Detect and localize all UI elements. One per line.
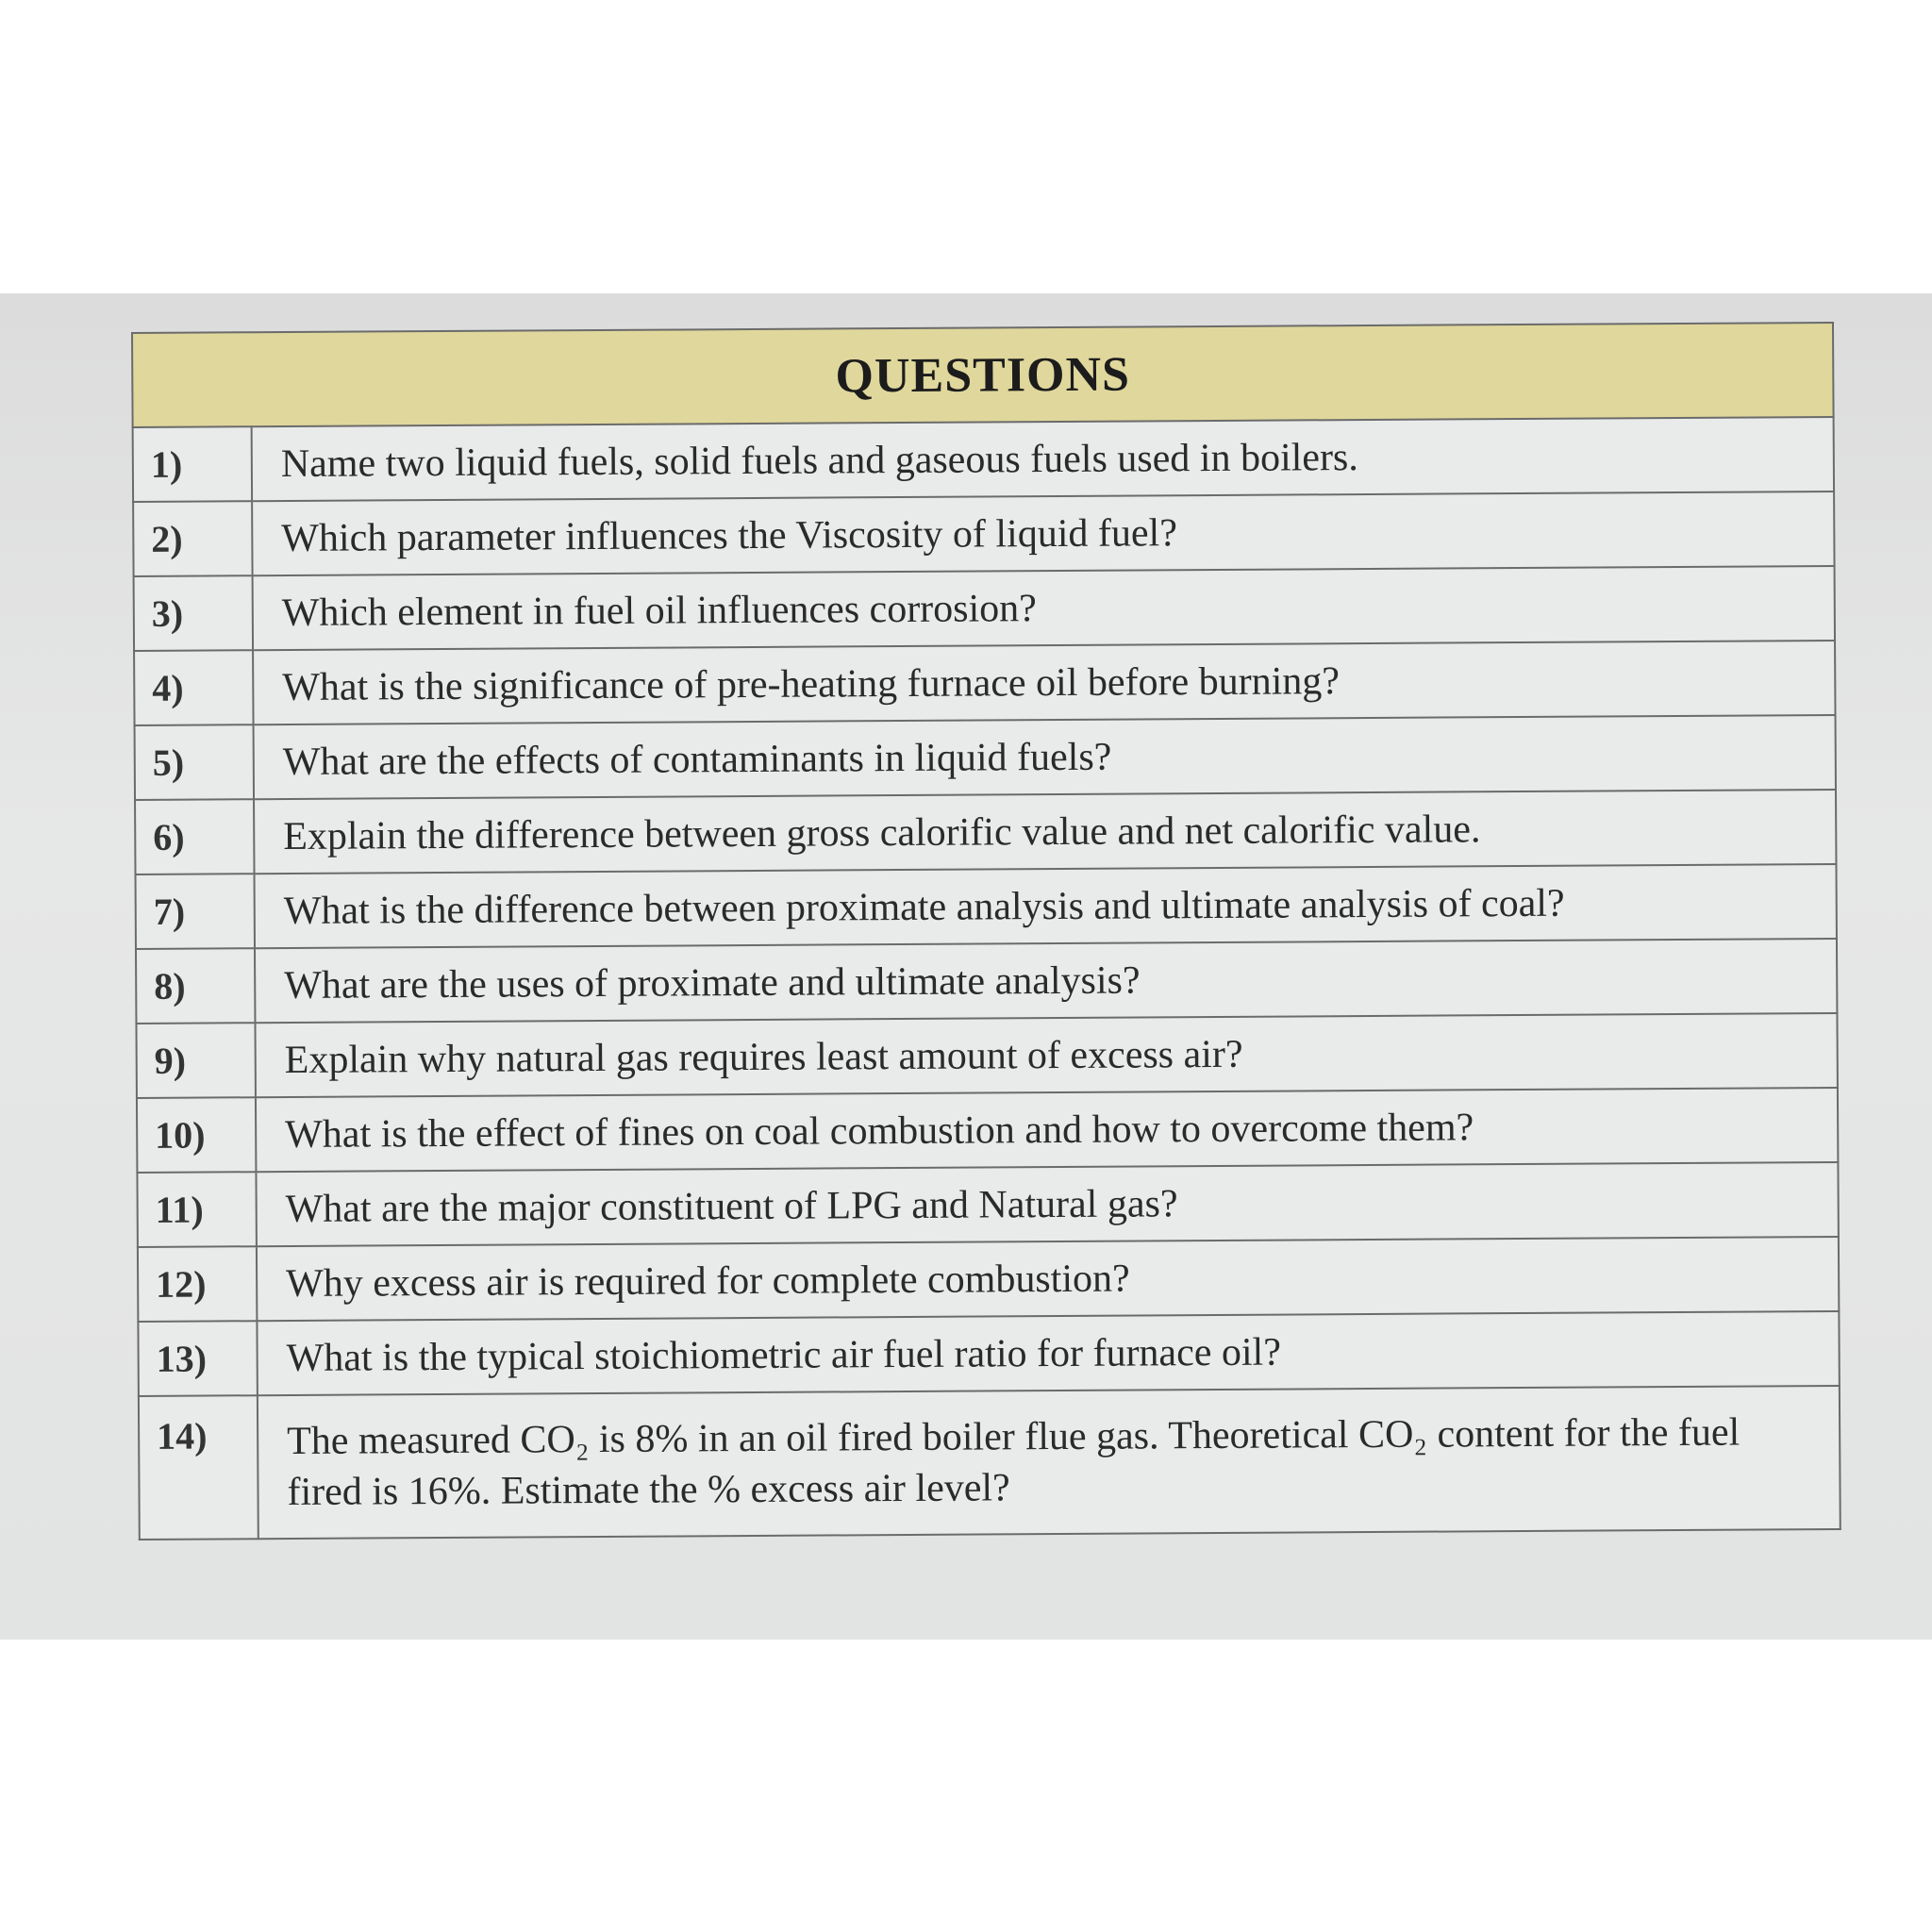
question-number: 5) xyxy=(135,724,254,800)
table-row xyxy=(136,939,1837,1024)
question-number: 9) xyxy=(136,1023,255,1098)
question-text: Which parameter influences the Viscosity of liquid fuel? xyxy=(252,491,1834,575)
question-text: What is the difference between proximate analysis and ultimate analysis of coal? xyxy=(255,864,1837,948)
question-number: 14) xyxy=(139,1395,258,1540)
table-row xyxy=(138,1311,1839,1396)
question-text: What is the significance of pre-heating furnace oil before burning? xyxy=(253,641,1835,724)
table-row xyxy=(136,864,1837,949)
question-number: 3) xyxy=(134,575,253,651)
table-row xyxy=(139,1386,1840,1540)
table-row xyxy=(137,1088,1838,1173)
question-text: Why excess air is required for complete combustion? xyxy=(257,1237,1839,1321)
questions-table xyxy=(131,322,1841,1541)
question-number: 1) xyxy=(133,426,252,502)
question-number: 13) xyxy=(138,1321,257,1396)
table-row xyxy=(138,1237,1839,1322)
question-text: The measured CO₂ is 8% in an oil fired boiler flue gas. Theoretical CO₂ content for the fuel fired is 16%. Estimate the % excess air level? xyxy=(258,1386,1840,1539)
question-text: What is the effect of fines on coal combustion and how to overcome them? xyxy=(256,1088,1838,1172)
question-number: 11) xyxy=(137,1172,256,1247)
question-number: 4) xyxy=(134,650,253,725)
question-text: Explain why natural gas requires least amount of excess air? xyxy=(255,1013,1837,1097)
table-row xyxy=(137,1162,1838,1247)
table-row xyxy=(136,1013,1837,1098)
table-row xyxy=(135,790,1836,874)
question-number: 2) xyxy=(133,501,252,576)
question-text: What is the typical stoichiometric air fuel ratio for furnace oil? xyxy=(257,1311,1839,1395)
table-row xyxy=(133,417,1834,502)
table-row xyxy=(135,715,1836,800)
header-row xyxy=(132,323,1834,427)
question-number: 6) xyxy=(135,799,254,874)
question-number: 12) xyxy=(138,1246,257,1322)
question-text: Which element in fuel oil influences corrosion? xyxy=(253,566,1835,650)
table-row xyxy=(134,566,1835,651)
question-text: Name two liquid fuels, solid fuels and gaseous fuels used in boilers. xyxy=(252,417,1834,501)
question-number: 7) xyxy=(136,874,255,949)
question-text: What are the effects of contaminants in liquid fuels? xyxy=(254,715,1836,799)
question-text: Explain the difference between gross calorific value and net calorific value. xyxy=(254,790,1836,874)
question-number: 8) xyxy=(136,948,255,1024)
table-header: QUESTIONS xyxy=(132,323,1834,427)
question-text: What are the major constituent of LPG and Natural gas? xyxy=(256,1162,1838,1246)
table-row xyxy=(133,491,1834,576)
table-row xyxy=(134,641,1835,725)
question-text: What are the uses of proximate and ultimate analysis? xyxy=(255,939,1837,1023)
question-number: 10) xyxy=(137,1097,256,1173)
